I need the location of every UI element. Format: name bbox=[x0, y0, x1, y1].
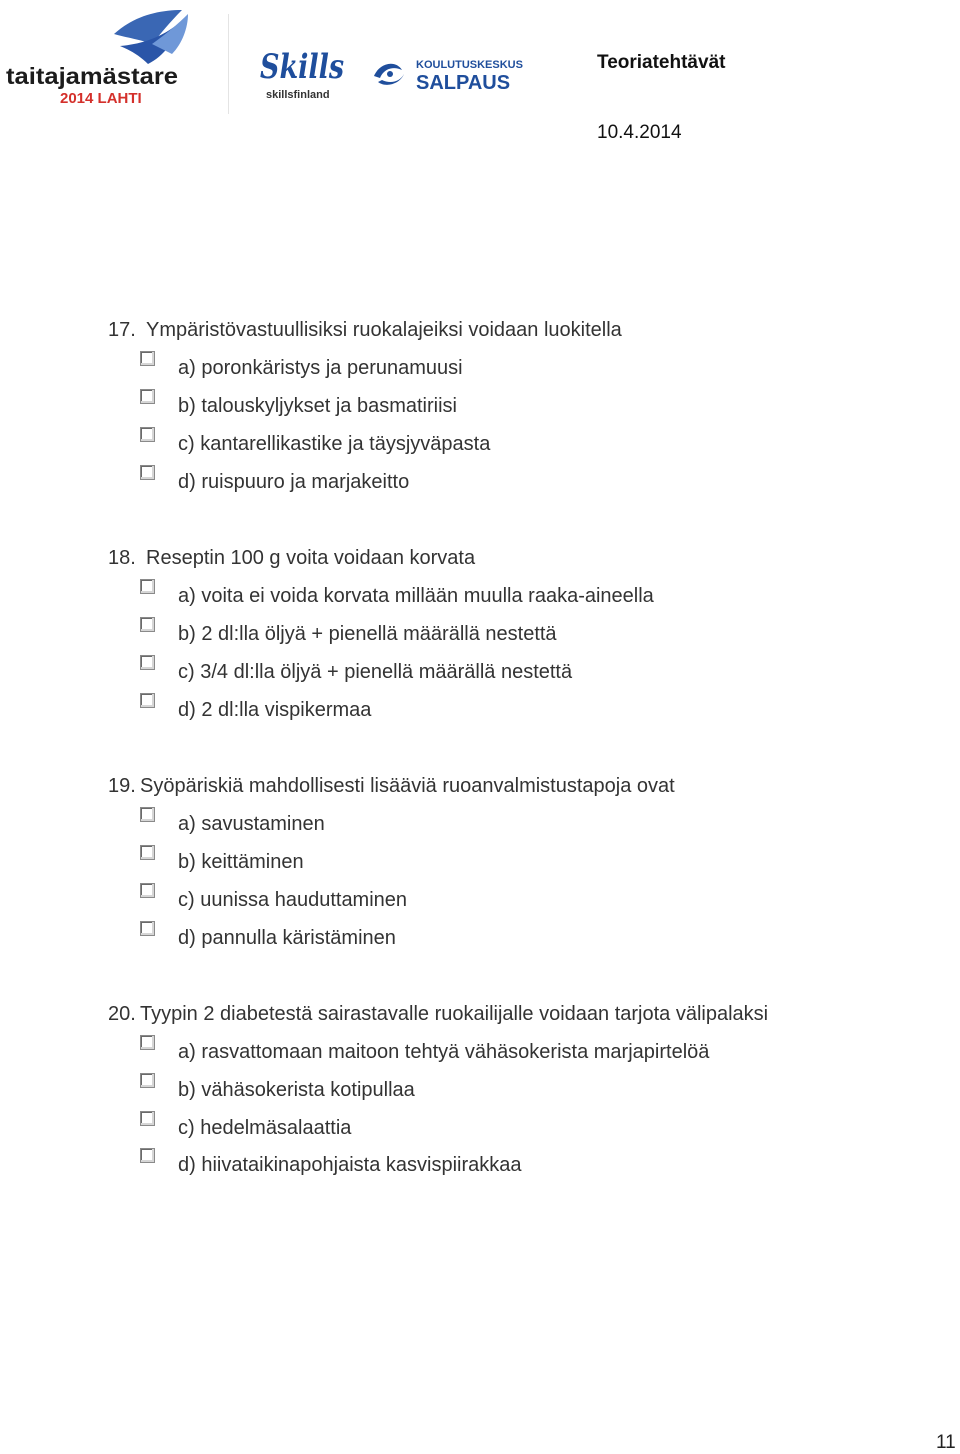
checkbox[interactable] bbox=[140, 427, 155, 442]
answer-option[interactable] bbox=[0, 395, 960, 425]
option-label: a) rasvattomaan maitoon tehtyä vähäsokerista marjapirtelöä bbox=[178, 1041, 710, 1063]
document-date: 10.4.2014 bbox=[597, 122, 682, 143]
salpaus-line2: SALPAUS bbox=[416, 72, 511, 94]
question-number: 17. bbox=[108, 319, 136, 341]
option-label: b) 2 dl:lla öljyä + pienellä määrällä nestettä bbox=[178, 623, 557, 645]
option-label: d) hiivataikinapohjaista kasvispiirakkaa bbox=[178, 1154, 522, 1176]
checkbox[interactable] bbox=[140, 351, 155, 366]
checkbox[interactable] bbox=[140, 921, 155, 936]
answer-option[interactable] bbox=[0, 623, 960, 653]
question-number: 20. bbox=[108, 1003, 136, 1025]
answer-option[interactable] bbox=[0, 471, 960, 501]
taitaja-event: 2014 LAHTI bbox=[60, 90, 142, 107]
option-label: b) talouskyljykset ja basmatiriisi bbox=[178, 395, 457, 417]
question-number: 19. bbox=[108, 775, 136, 797]
taitaja-wordmark: taitajamästare bbox=[6, 63, 178, 89]
question-text: Syöpäriskiä mahdollisesti lisääviä ruoanvalmistustapoja ovat bbox=[140, 775, 675, 797]
checkbox[interactable] bbox=[140, 655, 155, 670]
checkbox[interactable] bbox=[140, 617, 155, 632]
answer-option[interactable] bbox=[0, 813, 960, 843]
checkbox[interactable] bbox=[140, 1035, 155, 1050]
page-header bbox=[0, 0, 960, 150]
taitaja-logo bbox=[2, 4, 198, 108]
question-text: Tyypin 2 diabetestä sairastavalle ruokailijalle voidaan tarjota välipalaksi bbox=[140, 1003, 769, 1025]
skills-subtitle: skillsfinland bbox=[266, 89, 330, 101]
option-label: b) vähäsokerista kotipullaa bbox=[178, 1079, 415, 1101]
answer-option[interactable] bbox=[0, 851, 960, 881]
checkbox[interactable] bbox=[140, 1148, 155, 1163]
option-label: b) keittäminen bbox=[178, 851, 304, 873]
document-title: Teoriatehtävät bbox=[597, 52, 726, 73]
checkbox[interactable] bbox=[140, 807, 155, 822]
option-label: d) ruispuuro ja marjakeitto bbox=[178, 471, 410, 493]
option-label: d) 2 dl:lla vispikermaa bbox=[178, 699, 372, 721]
answer-option[interactable] bbox=[0, 927, 960, 957]
answer-option[interactable] bbox=[0, 889, 960, 919]
question-text: Ympäristövastuullisiksi ruokalajeiksi voidaan luokitella bbox=[146, 319, 622, 341]
answer-option[interactable] bbox=[0, 699, 960, 729]
header-divider bbox=[228, 14, 229, 114]
answer-option[interactable] bbox=[0, 1079, 960, 1109]
option-label: c) hedelmäsalaattia bbox=[178, 1117, 352, 1139]
page-number: 11 bbox=[936, 1432, 956, 1453]
answer-option[interactable] bbox=[0, 661, 960, 691]
option-label: d) pannulla käristäminen bbox=[178, 927, 396, 949]
checkbox[interactable] bbox=[140, 1111, 155, 1126]
question-text: Reseptin 100 g voita voidaan korvata bbox=[146, 547, 476, 569]
question-number: 18. bbox=[108, 547, 136, 569]
checkbox[interactable] bbox=[140, 693, 155, 708]
answer-option[interactable] bbox=[0, 1117, 960, 1147]
skills-wordmark: Skills bbox=[260, 47, 344, 87]
checkbox[interactable] bbox=[140, 845, 155, 860]
checkbox[interactable] bbox=[140, 1073, 155, 1088]
answer-option[interactable] bbox=[0, 433, 960, 463]
option-label: a) poronkäristys ja perunamuusi bbox=[178, 357, 463, 379]
option-label: c) kantarellikastike ja täysjyväpasta bbox=[178, 433, 491, 455]
salpaus-logo bbox=[370, 54, 523, 94]
salpaus-line1: KOULUTUSKESKUS bbox=[416, 59, 523, 71]
skills-finland-logo bbox=[258, 38, 348, 104]
checkbox[interactable] bbox=[140, 465, 155, 480]
option-label: a) savustaminen bbox=[178, 813, 325, 835]
answer-option[interactable] bbox=[0, 1041, 960, 1071]
checkbox[interactable] bbox=[140, 389, 155, 404]
answer-option[interactable] bbox=[0, 357, 960, 387]
option-label: c) uunissa hauduttaminen bbox=[178, 889, 408, 911]
answer-option[interactable] bbox=[0, 585, 960, 615]
option-label: a) voita ei voida korvata millään muulla raaka-aineella bbox=[178, 585, 654, 607]
answer-option[interactable] bbox=[0, 1154, 960, 1184]
checkbox[interactable] bbox=[140, 883, 155, 898]
option-label: c) 3/4 dl:lla öljyä + pienellä määrällä nestettä bbox=[178, 661, 573, 683]
checkbox[interactable] bbox=[140, 579, 155, 594]
